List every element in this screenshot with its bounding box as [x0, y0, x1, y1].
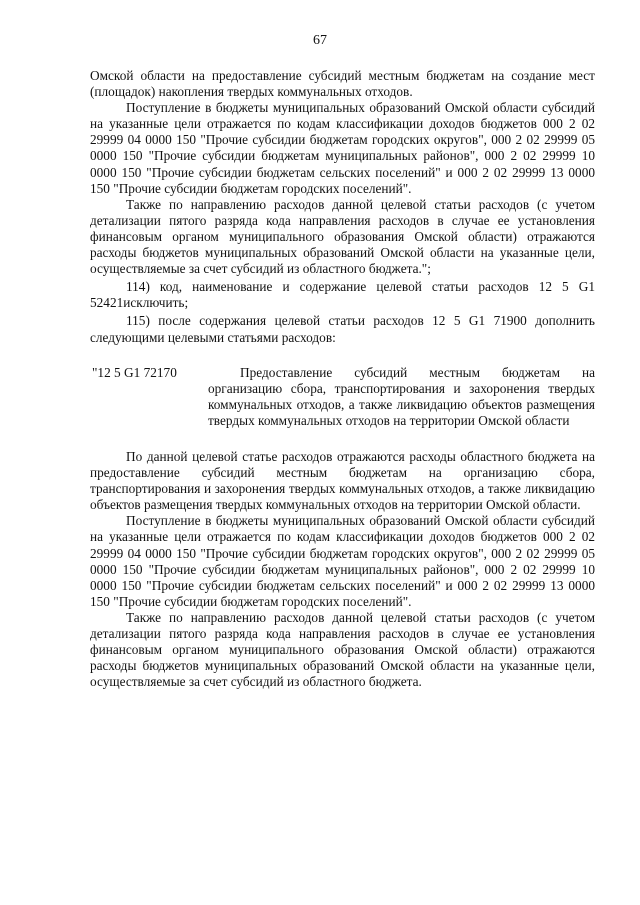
- paragraph-item-114: 114) код, наименование и содержание целевой статьи расходов 12 5 G1 52421исключить;: [90, 279, 595, 311]
- paragraph-revenue-codes: Поступление в бюджеты муниципальных образований Омской области субсидий на указанные цели отражается по кодам классификации доходов бюджетов 000 2 02 29999 04 0000 150 "Прочие субсидии бюджетам городских округов", 000 2 02 29999 05 0000 150 "Прочие субсидии бюджетам муниципальных районов", 000 2 02 29999 10 0000 150 "Прочие субсидии бюджетам сельских поселений" и 000 2 02 29999 13 0000 150 "Прочие субсидии бюджетам городских поселений".: [90, 100, 595, 196]
- paragraph-item-115: 115) после содержания целевой статьи расходов 12 5 G1 71900 дополнить следующими целевыми статьями расходов:: [90, 313, 595, 345]
- document-body: [90, 68, 595, 690]
- paragraph-article-expenses: По данной целевой статье расходов отражаются расходы областного бюджета на предоставление субсидий местным бюджетам на организацию сбора, транспортирования и захоронения твердых коммунальных отходов, а также ликвидацию объектов размещения твердых коммунальных отходов на территории Омской области.: [90, 448, 595, 513]
- page-number: 67: [313, 33, 327, 48]
- target-article-code: "12 5 G1 72170: [92, 364, 177, 380]
- paragraph-continuation: Омской области на предоставление субсидий местным бюджетам на создание мест (площадок) накопления твердых коммунальных отходов.: [90, 68, 595, 100]
- target-article-description: Предоставление субсидий местным бюджетам на организацию сбора, транспортирования и захоронения твердых коммунальных отходов, а также ликвидацию объектов размещения твердых коммунальных отходов на территории Омской области: [208, 364, 595, 428]
- target-article-entry: [90, 365, 595, 429]
- paragraph-expense-direction: Также по направлению расходов данной целевой статьи расходов (с учетом детализации пятого разряда кода направления расходов в случае ее установления финансовым органом муниципального образования Омской области) отражаются расходы бюджетов муниципальных образований Омской области на указанные цели, осуществляемые за счет субсидий из областного бюджета.";: [90, 196, 595, 277]
- paragraph-revenue-codes-2: Поступление в бюджеты муниципальных образований Омской области субсидий на указанные цели отражается по кодам классификации доходов бюджетов 000 2 02 29999 04 0000 150 "Прочие субсидии бюджетам городских округов", 000 2 02 29999 05 0000 150 "Прочие субсидии бюджетам муниципальных районов", 000 2 02 29999 10 0000 150 "Прочие субсидии бюджетам сельских поселений" и 000 2 02 29999 13 0000 150 "Прочие субсидии бюджетам городских поселений".: [90, 513, 595, 609]
- paragraph-expense-direction-2: Также по направлению расходов данной целевой статьи расходов (с учетом детализации пятого разряда кода направления расходов в случае ее установления финансовым органом муниципального образования Омской области) отражаются расходы бюджетов муниципальных образований Омской области на указанные цели, осуществляемые за счет субсидий из областного бюджета.: [90, 609, 595, 690]
